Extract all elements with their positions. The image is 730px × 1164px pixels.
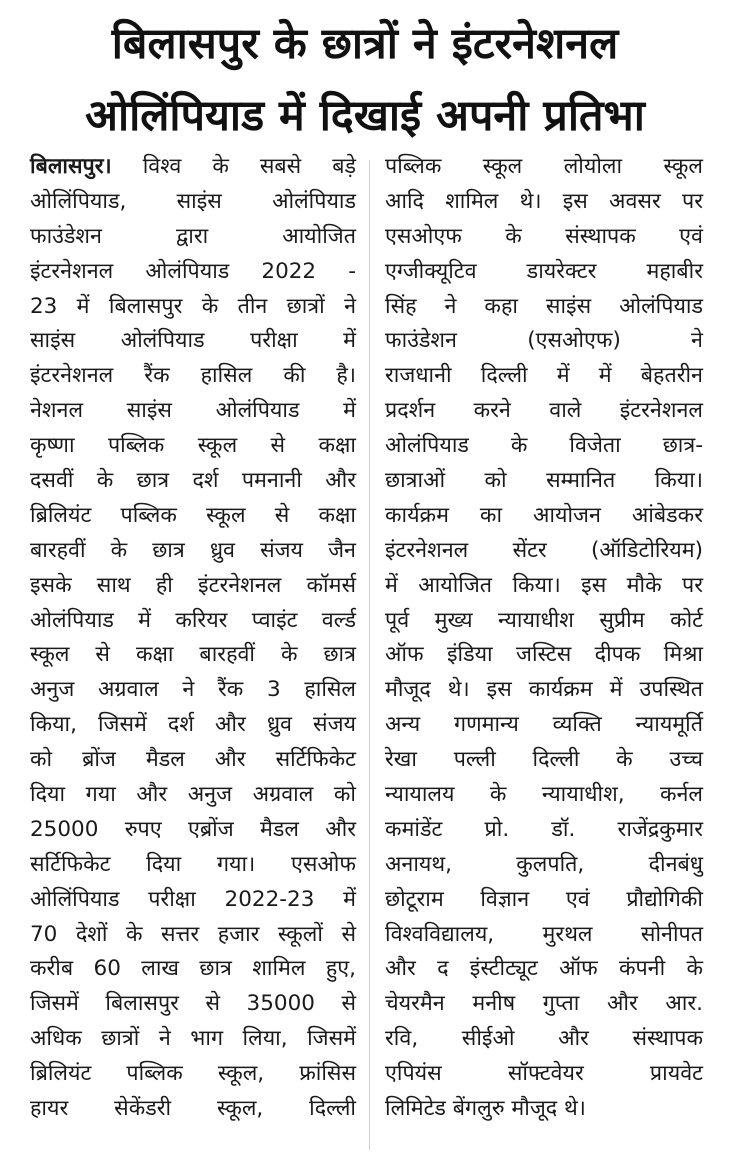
article-line-text: विश्व के सबसे बड़े [111,154,356,179]
article-line: ओलिंपियाड परीक्षा 2022-23 में [30,886,356,912]
article-line: इंटरनेशनल सेंटर (ऑडिटोरियम) [385,537,703,563]
article-line: 23 में बिलासपुर के तीन छात्रों ने [30,293,356,319]
article-line: कार्यक्रम का आयोजन आंबेडकर [385,502,703,528]
article-line: ब्रिलियंट पब्लिक स्कूल से कक्षा [30,502,356,528]
article-line: न्यायालय के न्यायाधीश, कर्नल [385,782,703,808]
article-line: को ब्रोंज मैडल और सर्टिफिकेट [30,747,356,773]
article-line: जिसमें बिलासपुर से 35000 से [30,991,356,1017]
article-line: आदि शामिल थे। इस अवसर पर [385,188,703,214]
article-line: कमांडेंट प्रो. डॉ. राजेंद्रकुमार [385,816,703,842]
article-line: ब्रिलियंट पब्लिक स्कूल, फ्रांसिस [30,1061,356,1087]
article-line: पब्लिक स्कूल लोयोला स्कूल [385,154,703,179]
article-line: हायर सेकेंडरी स्कूल, दिल्ली [30,1096,356,1122]
article-line: एपियंस सॉफ्टवेयर प्रायवेट [385,1061,703,1087]
article-line: फाउंडेशन द्वारा आयोजित [30,223,356,249]
article-line: फाउंडेशन (एसओएफ) ने [385,328,703,354]
article-line: छात्राओं को सम्मानित किया। [385,468,703,494]
article-line: ओलंपियाड में करियर प्वाइंट वर्ल्ड [30,607,356,633]
headline-line-2: ओलिंपियाड में दिखाई अपनी प्रतिभा [85,91,645,141]
article-line: इंटरनेशनल रैंक हासिल की है। [30,363,356,389]
article-line: लिमिटेड बेंगलुरु मौजूद थे। [385,1096,586,1122]
article-line: राजधानी दिल्ली में में बेहतरीन [385,363,703,389]
article-line: पूर्व मुख्य न्यायाधीश सुप्रीम कोर्ट [385,607,703,633]
article-line: 70 देशों के सत्तर हजार स्कूलों से [30,921,356,947]
article-line: करीब 60 लाख छात्र शामिल हुए, [30,956,356,982]
article-line: इसके साथ ही इंटरनेशनल कॉमर्स [30,572,356,598]
article-column-right [385,150,703,1127]
article-line: साइंस ओलंपियाड परीक्षा में [30,328,356,354]
article-line: नेशनल साइंस ओलंपियाड में [30,398,356,424]
article-line: किया, जिसमें दर्श और ध्रुव संजय [30,712,356,738]
article-line: एग्जीक्यूटिव डायरेक्टर महाबीर [385,258,703,284]
article-line: मौजूद थे। इस कार्यक्रम में उपस्थित [385,677,703,703]
article-line: स्कूल से कक्षा बारहवीं के छात्र [30,642,356,668]
headline-line-1: बिलासपुर के छात्रों ने इंटरनेशनल [111,19,619,69]
article-line: ऑफ इंडिया जस्टिस दीपक मिश्रा [385,642,703,668]
article-line: और द इंस्टीट्यूट ऑफ कंपनी के [385,956,703,982]
article-line: इंटरनेशनल ओलंपियाड 2022 - [30,258,356,284]
article-line: अधिक छात्रों ने भाग लिया, जिसमें [30,1026,356,1052]
article-line: विश्वविद्यालय, मुरथल सोनीपत [385,921,703,947]
article-line: ओलंपियाड के विजेता छात्र- [385,433,703,459]
article-line: 25000 रुपए एब्रोंज मैडल और [30,816,356,842]
dateline: बिलासपुर। [30,154,112,179]
article-line: छोटूराम विज्ञान एवं प्रौद्योगिकी [385,886,703,912]
article-column-left [30,150,356,1127]
article-line: प्रदर्शन करने वाले इंटरनेशनल [385,398,703,424]
article-line: चेयरमैन मनीष गुप्ता और आर. [385,991,703,1017]
article-line: अनायथ, कुलपति, दीनबंधु [385,851,703,877]
article-line: ओलिंपियाड, साइंस ओलंपियाड [30,188,356,214]
article-line [30,150,356,185]
article-line: कृष्णा पब्लिक स्कूल से कक्षा [30,433,356,459]
article-line: एसओएफ के संस्थापक एवं [385,223,703,249]
article-line: सर्टिफिकेट दिया गया। एसओफ [30,851,356,877]
article-line: अनुज अग्रवाल ने रैंक 3 हासिल [30,677,356,703]
article-line: दसवीं के छात्र दर्श पमनानी और [30,468,356,494]
article-line: रवि, सीईओ और संस्थापक [385,1026,703,1052]
article-line: दिया गया और अनुज अग्रवाल को [30,782,356,808]
article-line: सिंह ने कहा साइंस ओलंपियाड [385,293,703,319]
headline [0,8,730,152]
article-line: में आयोजित किया। इस मौके पर [385,572,703,598]
column-divider [369,160,370,1150]
article-line: रेखा पल्ली दिल्ली के उच्च [385,747,703,773]
article-line: अन्य गणमान्य व्यक्ति न्यायमूर्ति [385,712,703,738]
article-line: बारहवीं के छात्र ध्रुव संजय जैन [30,537,356,563]
